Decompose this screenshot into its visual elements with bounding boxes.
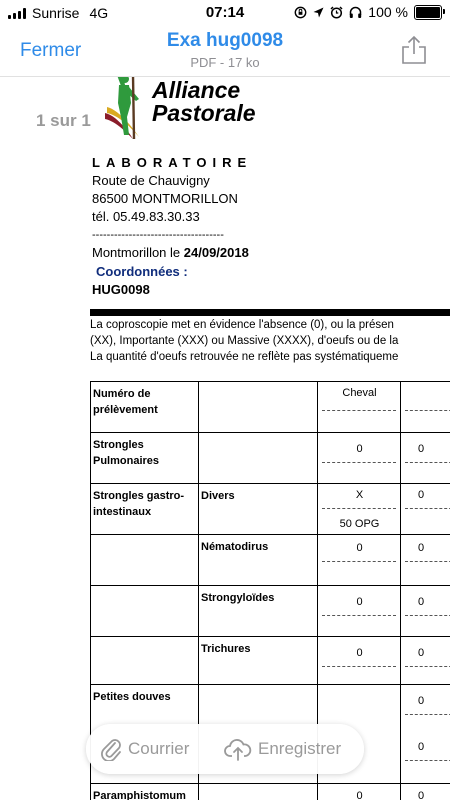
row-value: 0 [356,790,363,800]
row-sublabel: Trichures [201,643,251,655]
address-line-2: 86500 MONTMORILLON [92,191,238,206]
section-divider [90,309,450,316]
address-line-1: Route de Chauvigny [92,173,210,188]
location-icon [313,7,324,18]
row-label: Petites douves [93,691,171,703]
header-species: Cheval [342,387,377,399]
table-row [90,784,450,800]
row-value-2: 0 [417,489,425,501]
table-row [90,535,450,586]
intro-line-2: (XX), Importante (XXX) ou Massive (XXXX), d'oeufs ou de la [90,335,399,347]
table-header-row [90,382,450,433]
page-indicator: 1 sur 1 [36,111,91,130]
row-label: Strongles gastro-intestinaux [93,490,185,518]
table-row [90,586,450,637]
status-bar [0,0,450,26]
carrier-name: Sunrise [32,5,80,21]
status-right [294,4,442,20]
status-time: 07:14 [205,4,245,21]
reference-code: HUG0098 [92,282,150,297]
row-value-2: 0 [417,542,425,554]
row-label: Paramphistomum [93,790,186,800]
row-value-2: 0 [417,647,425,659]
row-value-2: 0 [417,596,425,608]
header-label: Numéro de prélèvement [93,388,158,416]
phone-number: tél. 05.49.83.30.33 [92,209,200,224]
row-value: 0 [356,443,363,455]
row-value: 0 [356,596,363,608]
row-value: 0 [356,542,363,554]
date-line [92,245,249,260]
row-sublabel: Divers [201,490,235,502]
mail-label: Courrier [128,739,190,758]
pdf-viewer[interactable] [0,77,450,800]
table-row [90,484,450,535]
network-type: 4G [89,5,109,21]
row-value-2: 0 [417,741,425,753]
headphones-icon [349,6,362,19]
mail-button[interactable] [100,724,189,774]
document-actions [86,724,364,774]
document-title: Exa hug0098 [166,30,284,51]
separator-dashes: ------------------------------------ [92,229,224,241]
navigation-bar [0,26,450,76]
intro-line-3: La quantité d'oeufs retrouvée ne reflète pas systématiqueme [90,351,399,363]
row-value-2: 0 [417,790,425,800]
alarm-icon [330,6,343,19]
orientation-lock-icon [294,6,307,19]
row-sublabel: Strongyloïdes [201,592,275,604]
document-subtitle: PDF - 17 ko [190,55,260,70]
date-prefix: Montmorillon le [92,245,184,260]
row-value-opg: 50 OPG [339,518,380,530]
battery-percentage: 100 % [368,4,408,20]
table-row [90,433,450,484]
coordinates-label: Coordonnées : [96,264,188,279]
row-label: Strongles Pulmonaires [93,439,160,467]
row-value: X [355,489,364,501]
save-label: Enregistrer [258,739,342,758]
table-row [90,637,450,685]
share-icon[interactable] [400,35,428,65]
battery-icon [414,5,442,20]
intro-text [90,317,450,365]
paperclip-icon [100,737,122,761]
logo-text: Alliance Pastorale [152,77,256,126]
row-value-2: 0 [417,695,425,707]
intro-line-1: La coproscopie met en évidence l'absence (0), ou la présen [90,319,394,331]
save-button[interactable] [224,724,341,774]
lab-title: LABORATOIRE [92,155,253,170]
cloud-upload-icon [224,737,252,761]
close-button[interactable]: Fermer [20,40,82,61]
row-value: 0 [356,647,363,659]
row-sublabel: Nématodirus [201,541,269,553]
row-value-2: 0 [417,443,425,455]
report-date: 24/09/2018 [183,245,249,260]
